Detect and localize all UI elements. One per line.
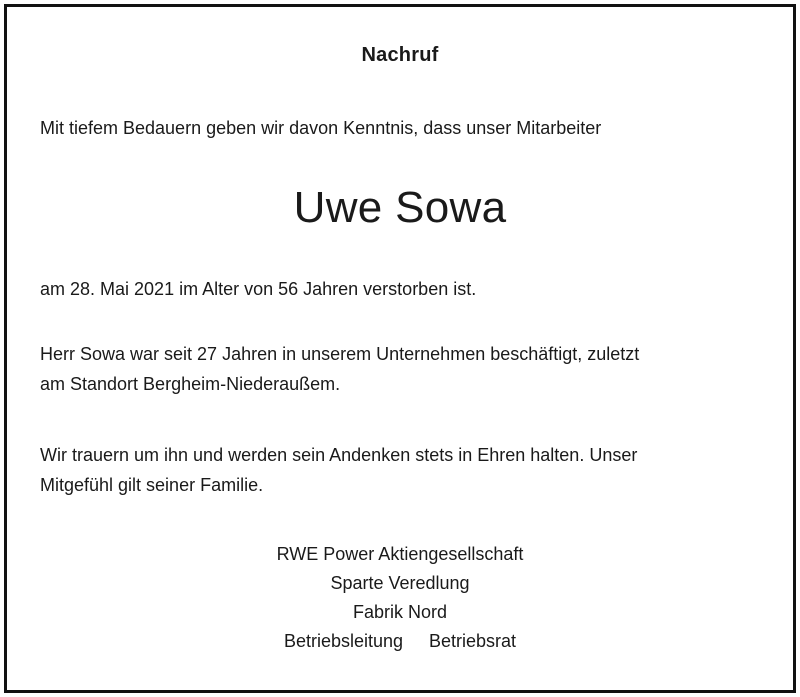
- plant-name: Fabrik Nord: [352, 602, 448, 622]
- death-text: am 28. Mai 2021 im Alter von 56 Jahren verstorben ist.: [40, 279, 477, 299]
- mourning-paragraph: [40, 440, 760, 500]
- division-name: Sparte Veredlung: [330, 573, 470, 593]
- management-signatory: Betriebsleitung: [283, 631, 404, 651]
- career-paragraph: [40, 339, 760, 399]
- career-line: Herr Sowa war seit 27 Jahren in unserem Unternehmen beschäftigt, zuletzt: [40, 344, 640, 364]
- mourning-line: Mitgefühl gilt seiner Familie.: [40, 475, 264, 495]
- mourning-line: Wir trauern um ihn und werden sein Andenken stets in Ehren halten. Unser: [40, 445, 638, 465]
- notice-title: Nachruf: [361, 44, 439, 66]
- company-name: RWE Power Aktiengesellschaft: [276, 544, 524, 564]
- career-line: am Standort Bergheim-Niederaußem.: [40, 374, 341, 394]
- signatories: [0, 627, 800, 656]
- works-council-signatory: Betriebsrat: [429, 631, 517, 651]
- intro-text: Mit tiefem Bedauern geben wir davon Kenntnis, dass unser Mitarbeiter: [40, 118, 602, 138]
- deceased-name: Uwe Sowa: [293, 183, 507, 232]
- signature-block: [0, 540, 800, 656]
